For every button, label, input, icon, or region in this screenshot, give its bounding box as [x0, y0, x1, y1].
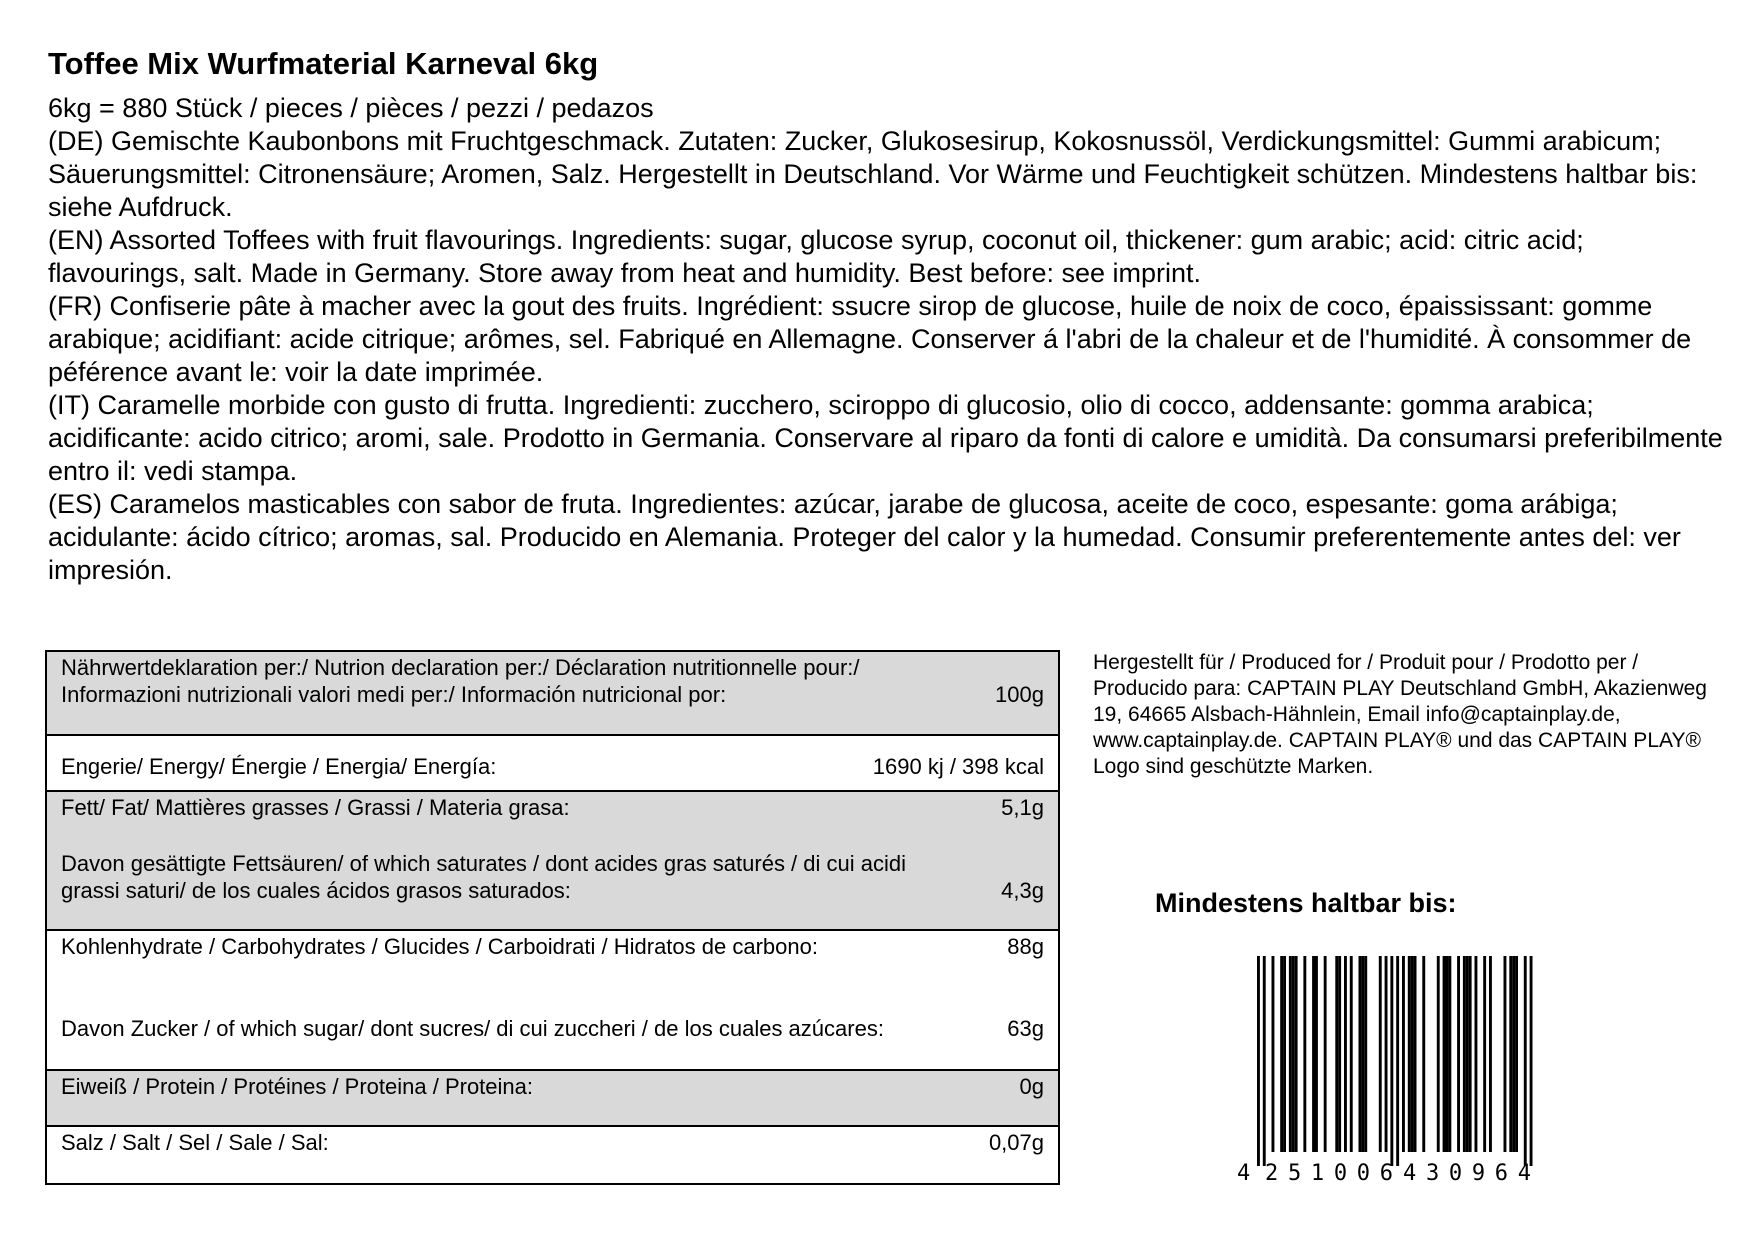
barcode-bar	[1396, 956, 1399, 1166]
barcode-bar	[1411, 956, 1414, 1152]
barcode-bar	[1289, 956, 1292, 1152]
saturates-label: Davon gesättigte Fettsäuren/ of which saturates / dont acides gras saturés / di cui acidi grassi saturi/ de los cuales ácidos grasos saturados:	[61, 851, 907, 903]
product-description	[48, 92, 1728, 587]
barcode-bar	[1350, 956, 1353, 1152]
salt-value: 0,07g	[988, 1130, 1044, 1155]
barcode-bar	[1463, 956, 1466, 1152]
fat-label: Fett/ Fat/ Mattières grasses / Grassi / Materia grasa:	[61, 795, 570, 820]
barcode-bar	[1379, 956, 1382, 1152]
barcode-bar	[1344, 956, 1347, 1152]
barcode-bar	[1524, 956, 1527, 1166]
barcode-bar	[1364, 956, 1367, 1152]
barcode-bar	[1515, 956, 1518, 1152]
barcode-right-digits: 430964	[1403, 1161, 1531, 1186]
barcode-bar	[1504, 956, 1507, 1152]
carbs-label: Kohlenhydrate / Carbohydrates / Glucides / Carboidrati / Hidratos de carbono:	[61, 934, 818, 959]
barcode-left-digits: 251006	[1265, 1161, 1393, 1186]
barcode-bar	[1272, 956, 1275, 1152]
barcode-bar	[1414, 956, 1417, 1152]
carbs-value: 88g	[1007, 934, 1044, 959]
barcode-bar	[1469, 956, 1472, 1152]
barcode-bar	[1489, 956, 1492, 1152]
barcode-bar	[1303, 956, 1306, 1152]
barcode-bar	[1530, 956, 1533, 1166]
protein-value: 0g	[1019, 1074, 1044, 1099]
sugar-value: 63g	[1007, 1016, 1044, 1041]
barcode-bar	[1402, 956, 1405, 1152]
barcode-bar	[1512, 956, 1515, 1152]
barcode-bar	[1443, 956, 1446, 1152]
fat-section	[47, 792, 1058, 931]
protein-label: Eiweiß / Protein / Protéines / Proteina / Proteina:	[61, 1074, 534, 1099]
barcode-bar	[1295, 956, 1298, 1152]
barcode-bar	[1280, 956, 1283, 1152]
barcode-bar	[1509, 956, 1512, 1152]
barcode-bar	[1335, 956, 1338, 1152]
sugar-label: Davon Zucker / of which sugar/ dont sucres/ di cui zuccheri / de los cuales azúcares:	[61, 1016, 884, 1041]
nutrition-table	[45, 650, 1060, 1185]
barcode-bar	[1448, 956, 1451, 1152]
energy-row	[47, 736, 1058, 792]
barcode-bar	[1483, 956, 1486, 1152]
barcode-bar	[1457, 956, 1460, 1152]
barcode-bar	[1283, 956, 1286, 1152]
salt-label: Salz / Salt / Sel / Sale / Sal:	[61, 1130, 329, 1155]
barcode-bar	[1390, 956, 1393, 1166]
barcode-bar	[1446, 956, 1449, 1152]
text-en: (EN) Assorted Toffees with fruit flavourings. Ingredients: sugar, glucose syrup, coconut oil, thickener: gum arabic; acid: citric acid; flavourings, salt. Made in Germany. Store away from heat and humidity. Best before: see imprint.	[48, 225, 1584, 288]
barcode-bar	[1324, 956, 1327, 1152]
barcode-bars	[1257, 956, 1533, 1166]
salt-row	[47, 1127, 1058, 1183]
barcode-icon	[1235, 956, 1555, 1196]
text-de: (DE) Gemischte Kaubonbons mit Fruchtgeschmack. Zutaten: Zucker, Glukosesirup, Kokosnussöl, Verdickungsmittel: Gummi arabicum; Säuerungsmittel: Citronensäure; Aromen, Salz. Hergestellt in Deutschland. Vor Wärme und Feuchtigkeit schützen. Mindestens haltbar bis: siehe Aufdruck.	[48, 126, 1698, 222]
best-before-label: Mindestens haltbar bis:	[1155, 888, 1457, 918]
barcode-bar	[1292, 956, 1295, 1152]
barcode-bar	[1359, 956, 1362, 1152]
nutrition-header	[47, 652, 1058, 736]
piece-count: 6kg = 880 Stück / pieces / pièces / pezzi / pedazos	[48, 93, 654, 123]
barcode-bar	[1437, 956, 1440, 1152]
fat-value: 5,1g	[1001, 795, 1044, 820]
text-it: (IT) Caramelle morbide con gusto di frutta. Ingredienti: zucchero, sciroppo di glucosio, olio di cocco, addensante: gomma arabica; acidificante: acido citrico; aromi, sale. Prodotto in Germania. Conservare al riparo da fonti di calore e umidità. Da consumarsi preferibilmente entro il: vedi stampa.	[48, 390, 1723, 486]
barcode-bar	[1385, 956, 1388, 1152]
energy-label: Engerie/ Energy/ Énergie / Energia/ Energía:	[61, 754, 497, 779]
barcode-bar	[1257, 956, 1260, 1166]
product-title: Toffee Mix Wurfmaterial Karneval 6kg	[48, 46, 599, 81]
text-es: (ES) Caramelos masticables con sabor de fruta. Ingredientes: azúcar, jarabe de glucosa, aceite de coco, espesante: goma arábiga; acidulante: ácido cítrico; aromas, sal. Producido en Alemania. Proteger del calor y la humedad. Consumir preferentemente antes del: ver impresión.	[48, 489, 1681, 585]
barcode-bar	[1422, 956, 1425, 1152]
producer-info: Hergestellt für / Produced for / Produit pour / Prodotto per / Producido para: CAPTAIN PLAY Deutschland GmbH, Akazienweg 19, 64665 Alsbach-Hähnlein, Email info@captainplay.de, www.captainplay.de. CAPTAIN PLAY® und das CAPTAIN PLAY® Logo sind geschützte Marken.	[1093, 651, 1707, 778]
protein-row	[47, 1071, 1058, 1127]
barcode-bar	[1315, 956, 1318, 1152]
nutrition-header-line1: Nährwertdeklaration per:/ Nutrion declaration per:/ Déclaration nutritionnelle pour:/	[61, 655, 860, 680]
nutrition-header-line2: Informazioni nutrizionali valori medi per:/ Información nutricional por:	[61, 682, 727, 707]
barcode-bar	[1312, 956, 1315, 1152]
energy-value: 1690 kj / 398 kcal	[872, 754, 1044, 779]
carbs-section	[47, 931, 1058, 1071]
saturates-value: 4,3g	[1001, 878, 1044, 903]
barcode-bar	[1408, 956, 1411, 1152]
nutrition-header-value: 100g	[995, 682, 1044, 707]
barcode-bar	[1263, 956, 1266, 1166]
text-fr: (FR) Confiserie pâte à macher avec la gout des fruits. Ingrédient: ssucre sirop de glucose, huile de noix de coco, épaississant: gomme arabique; acidifiant: acide citrique; arômes, sel. Fabriqué en Allemagne. Conserver á l'abri de la chaleur et de l'humidité. À consommer de péférence avant le: voir la date imprimée.	[48, 291, 1692, 387]
barcode-bar	[1361, 956, 1364, 1152]
barcode-bar	[1338, 956, 1341, 1152]
barcode-first-digit: 4	[1237, 1161, 1251, 1186]
barcode-bar	[1466, 956, 1469, 1152]
barcode-bar	[1475, 956, 1478, 1152]
